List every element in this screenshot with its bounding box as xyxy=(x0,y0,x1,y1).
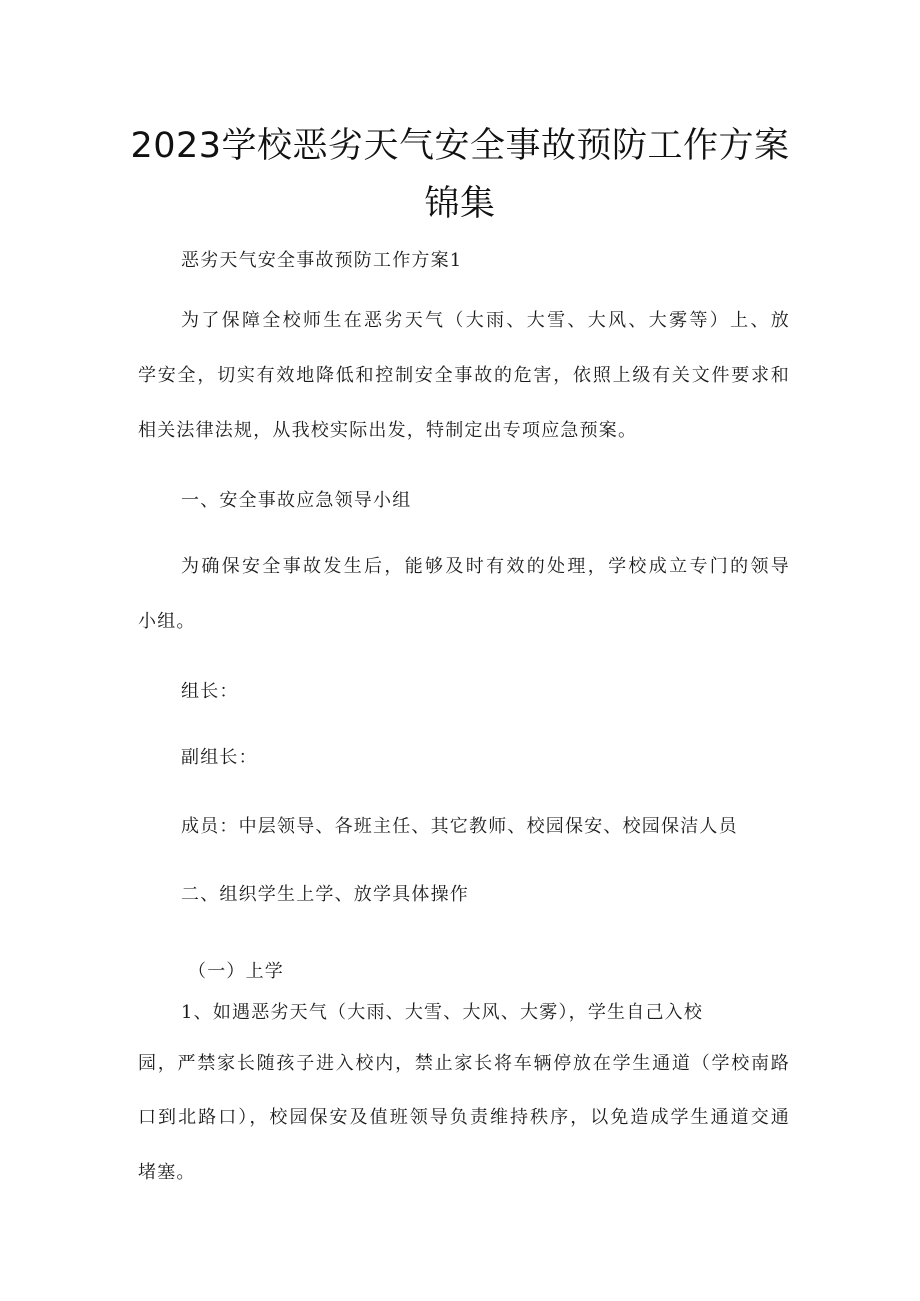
list-item: 组长： xyxy=(181,681,239,702)
paragraph-line: 学安全，切实有效地降低和控制安全事故的危害，依照上级有关文件要求和 xyxy=(138,365,790,386)
section-heading: 二、组织学生上学、放学具体操作 xyxy=(181,884,469,905)
paragraph-line: 相关法律法规，从我校实际出发，特制定出专项应急预案。 xyxy=(138,420,638,441)
paragraph-line: 小组。 xyxy=(138,611,196,632)
list-item: 成员：中层领导、各班主任、其它教师、校园保安、校园保洁人员 xyxy=(181,816,738,837)
document-title-line-1: 2023学校恶劣天气安全事故预防工作方案 xyxy=(130,126,790,166)
paragraph-line: 园，严禁家长随孩子进入校内，禁止家长将车辆停放在学生通道（学校南路 xyxy=(138,1053,790,1074)
paragraph-line: 为确保安全事故发生后，能够及时有效的处理，学校成立专门的领导 xyxy=(181,556,790,577)
subsection-heading: （一）上学 xyxy=(188,961,284,982)
document-title-line-2: 锦集 xyxy=(424,184,496,224)
paragraph-line: 堵塞。 xyxy=(138,1162,196,1183)
paragraph-line: 口到北路口），校园保安及值班领导负责维持秩序，以免造成学生通道交通 xyxy=(138,1107,790,1128)
section-heading: 恶劣天气安全事故预防工作方案1 xyxy=(181,250,463,271)
section-heading: 一、安全事故应急领导小组 xyxy=(181,490,412,511)
paragraph-line: 为了保障全校师生在恶劣天气（大雨、大雪、大风、大雾等）上、放 xyxy=(181,310,790,331)
list-item: 副组长： xyxy=(181,747,258,768)
paragraph-line: 1、如遇恶劣天气（大雨、大雪、大风、大雾），学生自己入校 xyxy=(181,1002,704,1023)
